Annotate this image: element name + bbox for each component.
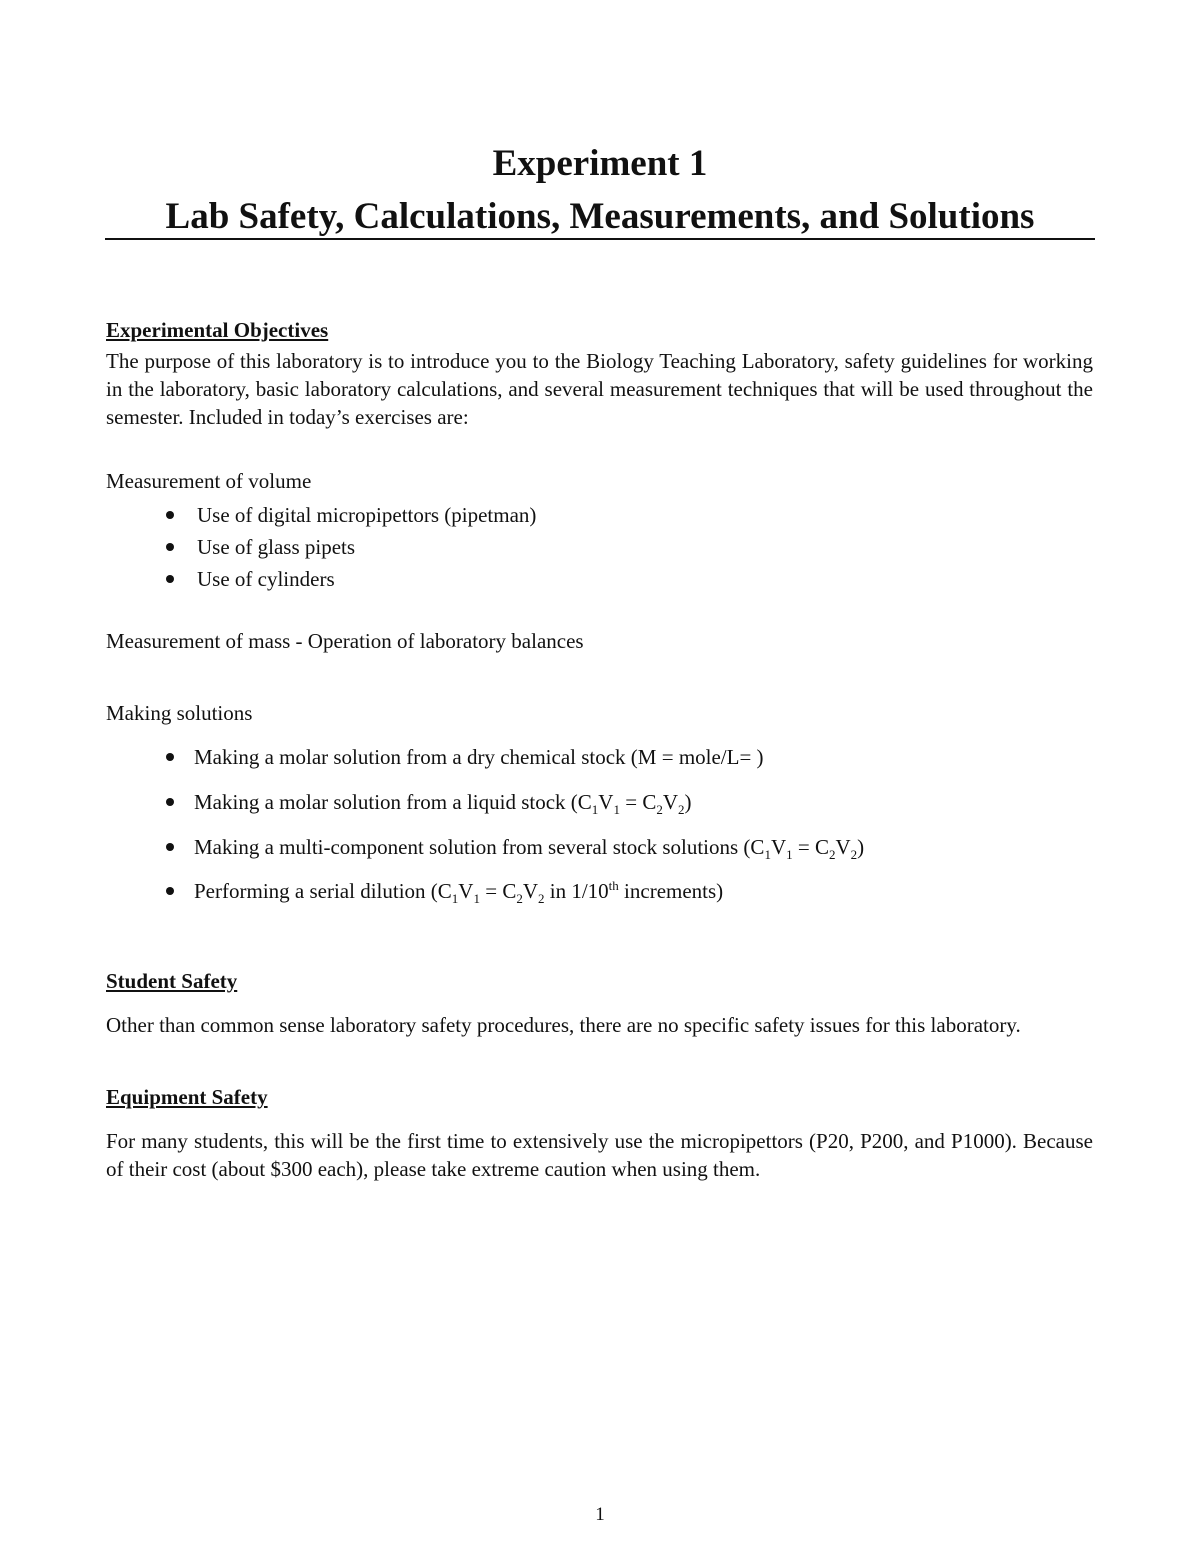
bullet-icon <box>166 753 174 761</box>
equipment-safety-paragraph: For many students, this will be the first time to extensively use the micropipettors (P20, P200, and P1000). Because of their cost (about $300 each), please take extreme caution when using them. <box>106 1129 1093 1181</box>
student-safety-paragraph: Other than common sense laboratory safety procedures, there are no specific safety issues for this laboratory. <box>106 1013 1021 1037</box>
bullet-icon <box>166 575 174 583</box>
solutions-item-label: Making a molar solution from a dry chemical stock (M = mole/L= ) <box>194 745 764 769</box>
title-line-1: Experiment 1 <box>492 143 708 184</box>
volume-item-label: Use of glass pipets <box>197 535 356 559</box>
bullet-icon <box>166 798 174 806</box>
bullet-icon <box>166 887 174 895</box>
objectives-paragraph: The purpose of this laboratory is to introduce you to the Biology Teaching Laboratory, safety guidelines for working in the laboratory, basic laboratory calculations, and several measurement techniques that will be used throughout the semester. Included in today’s exercises are: <box>106 349 1093 429</box>
solutions-item-label: Making a molar solution from a liquid stock $(C_1V_1 = C_2V_2)$ <box>194 790 692 818</box>
solutions-item-label: Making a multi-component solution from several stock solutions $(C_1V_1 = C_2V_2)$ <box>194 835 865 863</box>
bullet-icon <box>166 843 174 851</box>
title-line-2: Lab Safety, Calculations, Measurements, and Solutions <box>165 196 1035 237</box>
solutions-item-label: Performing a serial dilution ($C_1V_1 = C_2V_2$ in 1/10th increments) <box>194 878 724 907</box>
objectives-heading: Experimental Objectives <box>106 318 329 342</box>
bullet-icon <box>166 511 174 519</box>
bullet-icon <box>166 543 174 551</box>
volume-heading: Measurement of volume <box>106 469 312 493</box>
mass-line: Measurement of mass - Operation of laboratory balances <box>106 629 584 653</box>
student-safety-heading: Student Safety <box>106 969 238 993</box>
volume-item-label: Use of digital micropipettors (pipetman) <box>197 503 537 527</box>
title-rule <box>105 238 1095 240</box>
equipment-safety-heading: Equipment Safety <box>106 1085 268 1109</box>
volume-item-label: Use of cylinders <box>197 567 335 591</box>
solutions-heading: Making solutions <box>106 701 253 725</box>
page-number: 1 <box>595 1504 605 1525</box>
